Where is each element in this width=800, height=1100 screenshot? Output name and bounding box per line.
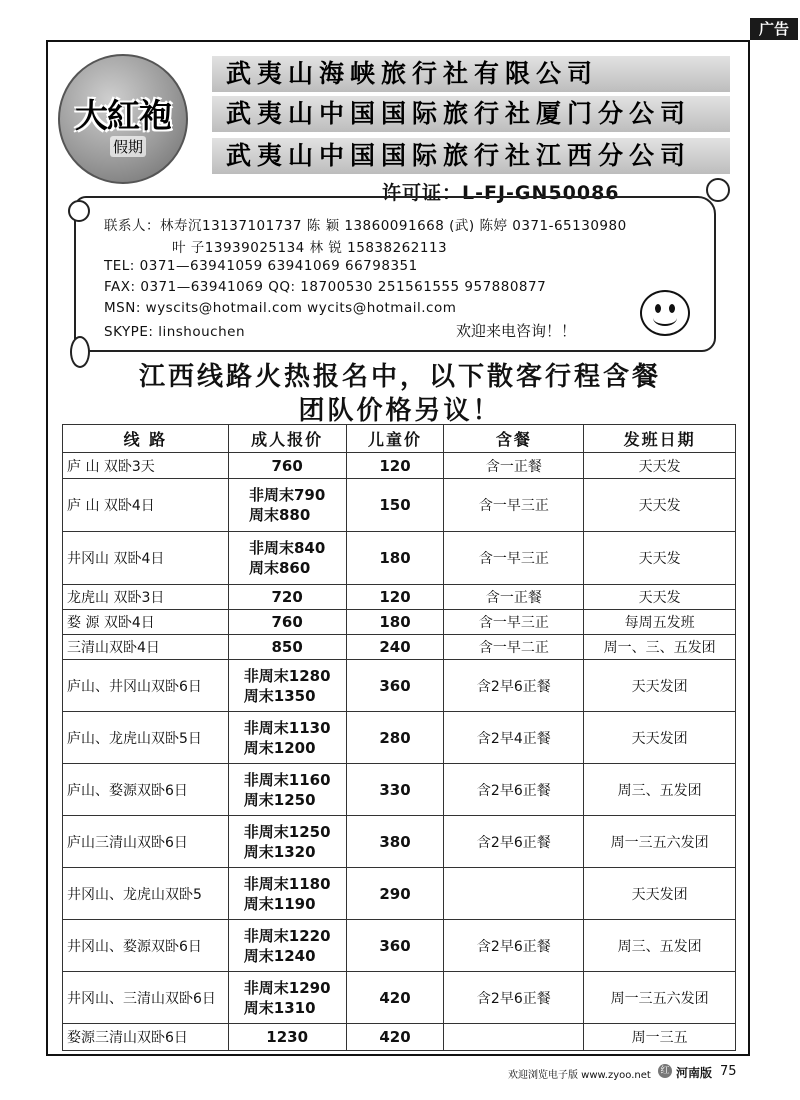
meals-included: 含2早6正餐: [444, 920, 584, 972]
departure-dates: 天天发: [584, 585, 736, 610]
child-price: 330: [346, 764, 444, 816]
table-row: [63, 972, 736, 1024]
departure-dates: 每周五发班: [584, 610, 736, 635]
adult-price-line: 周末1320: [243, 842, 316, 861]
adult-price: [228, 585, 346, 610]
adult-price: [228, 972, 346, 1024]
route-name: 庐山、婺源双卧6日: [63, 764, 229, 816]
adult-price-line: 周末1190: [243, 894, 316, 913]
contact-skype: SKYPE: linshouchen: [104, 324, 246, 340]
departure-dates: 天天发团: [584, 660, 736, 712]
footer-logo-icon: 红: [658, 1064, 672, 1078]
child-price: 360: [346, 660, 444, 712]
meals-included: 含一早三正: [444, 479, 584, 532]
adult-price-line: 周末1310: [243, 998, 316, 1017]
table-row: [63, 635, 736, 660]
contact-msn: MSN: wyscits@hotmail.com wycits@hotmail.com: [104, 300, 457, 316]
adult-price-line: 非周末1250: [243, 822, 331, 841]
logo-sub-text: 假期: [110, 136, 146, 157]
meals-included: [444, 1024, 584, 1051]
license-number: 许可证：L-FJ-GN50086: [382, 182, 620, 204]
adult-price: [228, 610, 346, 635]
route-name: 庐山三清山双卧6日: [63, 816, 229, 868]
child-price: 420: [346, 972, 444, 1024]
route-name: 井冈山、三清山双卧6日: [63, 972, 229, 1024]
adult-price-line: 非周末1180: [243, 874, 331, 893]
departure-dates: 天天发: [584, 532, 736, 585]
page-number: 75: [720, 1064, 737, 1079]
header-departure-dates: 发班日期: [584, 425, 736, 453]
footer-edition: 河南版: [676, 1066, 713, 1080]
adult-price-line: 非周末1290: [243, 978, 331, 997]
departure-dates: 天天发团: [584, 868, 736, 920]
ad-tag: 广告: [750, 18, 798, 40]
scroll-curl-top-right: [706, 178, 730, 202]
adult-price-line: 非周末790: [248, 486, 326, 504]
table-row: [63, 660, 736, 712]
adult-price-line: 周末880: [248, 506, 311, 524]
adult-price: [228, 660, 346, 712]
adult-price-line: 周末1250: [243, 790, 316, 809]
meals-included: [444, 868, 584, 920]
departure-dates: 周一三五: [584, 1024, 736, 1051]
adult-price: [228, 453, 346, 479]
departure-dates: 周三、五发团: [584, 920, 736, 972]
route-name: 井冈山、龙虎山双卧5: [63, 868, 229, 920]
adult-price-line: 周末1240: [243, 946, 316, 965]
route-name: 庐 山 双卧4日: [63, 479, 229, 532]
meals-included: 含2早6正餐: [444, 764, 584, 816]
meals-included: 含一正餐: [444, 453, 584, 479]
contact-people-line1: 联系人：林寿沉13137101737 陈 颖 13860091668 (武) 陈婷 0371-65130980: [104, 218, 627, 234]
departure-dates: 天天发团: [584, 712, 736, 764]
table-row: [63, 453, 736, 479]
adult-price: [228, 1024, 346, 1051]
route-price-table: [62, 424, 736, 1051]
child-price: 280: [346, 712, 444, 764]
adult-price-line: 周末1200: [243, 738, 316, 757]
child-price: 150: [346, 479, 444, 532]
route-name: 三清山双卧4日: [63, 635, 229, 660]
table-row: [63, 479, 736, 532]
child-price: 360: [346, 920, 444, 972]
table-row: [63, 764, 736, 816]
meals-included: 含2早4正餐: [444, 712, 584, 764]
header-adult-price: 成人报价: [228, 425, 346, 453]
table-row: [63, 1024, 736, 1051]
adult-price-line: 1230: [266, 1028, 309, 1046]
adult-price: [228, 868, 346, 920]
dahongpao-logo: [58, 54, 188, 184]
table-row: [63, 585, 736, 610]
route-name: 婺源三清山双卧6日: [63, 1024, 229, 1051]
contact-people-line2: 叶 子13939025134 林 锐 15838262113: [172, 240, 448, 256]
child-price: 420: [346, 1024, 444, 1051]
departure-dates: 天天发: [584, 479, 736, 532]
child-price: 380: [346, 816, 444, 868]
logo-main-text: 大紅袍: [75, 96, 171, 135]
adult-price-line: 周末860: [248, 559, 311, 577]
route-name: 婺 源 双卧4日: [63, 610, 229, 635]
company-name-1: 武夷山海峡旅行社有限公司: [212, 56, 730, 92]
meals-included: 含2早6正餐: [444, 660, 584, 712]
table-row: [63, 920, 736, 972]
table-row: [63, 868, 736, 920]
company-name-3: 武夷山中国国际旅行社江西分公司: [212, 138, 730, 174]
adult-price: [228, 712, 346, 764]
meals-included: 含一正餐: [444, 585, 584, 610]
adult-price-line: 非周末1220: [243, 926, 331, 945]
departure-dates: 周一、三、五发团: [584, 635, 736, 660]
headline-line1: 江西线路火热报名中，以下散客行程含餐: [138, 362, 661, 392]
adult-price-line: 760: [271, 613, 303, 631]
route-name: 庐 山 双卧3天: [63, 453, 229, 479]
departure-dates: 周一三五六发团: [584, 972, 736, 1024]
adult-price: [228, 764, 346, 816]
adult-price: [228, 532, 346, 585]
meals-included: 含2早6正餐: [444, 816, 584, 868]
adult-price: [228, 816, 346, 868]
scroll-curl-top-left: [68, 200, 90, 222]
table-row: [63, 816, 736, 868]
route-name: 庐山、井冈山双卧6日: [63, 660, 229, 712]
welcome-text: 欢迎来电咨询！！: [456, 322, 577, 340]
table-row: [63, 532, 736, 585]
adult-price-line: 非周末840: [248, 539, 326, 557]
departure-dates: 周一三五六发团: [584, 816, 736, 868]
adult-price-line: 非周末1160: [243, 770, 331, 789]
header-child-price: 儿童价: [346, 425, 444, 453]
meals-included: 含一早二正: [444, 635, 584, 660]
contact-fax-qq: FAX: 0371—63941069 QQ: 18700530 251561555 957880877: [104, 279, 547, 295]
adult-price-line: 850: [271, 638, 303, 656]
headline-line2: 团队价格另议！: [298, 396, 502, 426]
child-price: 290: [346, 868, 444, 920]
child-price: 180: [346, 610, 444, 635]
child-price: 120: [346, 453, 444, 479]
meals-included: 含一早三正: [444, 532, 584, 585]
meals-included: 含一早三正: [444, 610, 584, 635]
adult-price: [228, 635, 346, 660]
table-header-row: [63, 425, 736, 453]
child-price: 120: [346, 585, 444, 610]
header-route: 线 路: [63, 425, 229, 453]
adult-price-line: 周末1350: [243, 686, 316, 705]
contact-tel: TEL: 0371—63941059 63941069 66798351: [104, 258, 418, 274]
adult-price-line: 非周末1280: [243, 666, 331, 685]
company-name-2: 武夷山中国国际旅行社厦门分公司: [212, 96, 730, 132]
smiley-face-icon: [640, 290, 690, 336]
route-name: 龙虎山 双卧3日: [63, 585, 229, 610]
adult-price: [228, 479, 346, 532]
adult-price: [228, 920, 346, 972]
adult-price-line: 720: [271, 588, 303, 606]
header-meals: 含餐: [444, 425, 584, 453]
adult-price-line: 非周末1130: [243, 718, 331, 737]
child-price: 240: [346, 635, 444, 660]
departure-dates: 周三、五发团: [584, 764, 736, 816]
route-name: 井冈山 双卧4日: [63, 532, 229, 585]
route-name: 庐山、龙虎山双卧5日: [63, 712, 229, 764]
table-row: [63, 712, 736, 764]
adult-price-line: 760: [271, 456, 303, 475]
child-price: 180: [346, 532, 444, 585]
route-name: 井冈山、婺源双卧6日: [63, 920, 229, 972]
footer-text: 欢迎浏览电子版 www.zyoo.net: [508, 1070, 651, 1081]
table-row: [63, 610, 736, 635]
departure-dates: 天天发: [584, 453, 736, 479]
meals-included: 含2早6正餐: [444, 972, 584, 1024]
